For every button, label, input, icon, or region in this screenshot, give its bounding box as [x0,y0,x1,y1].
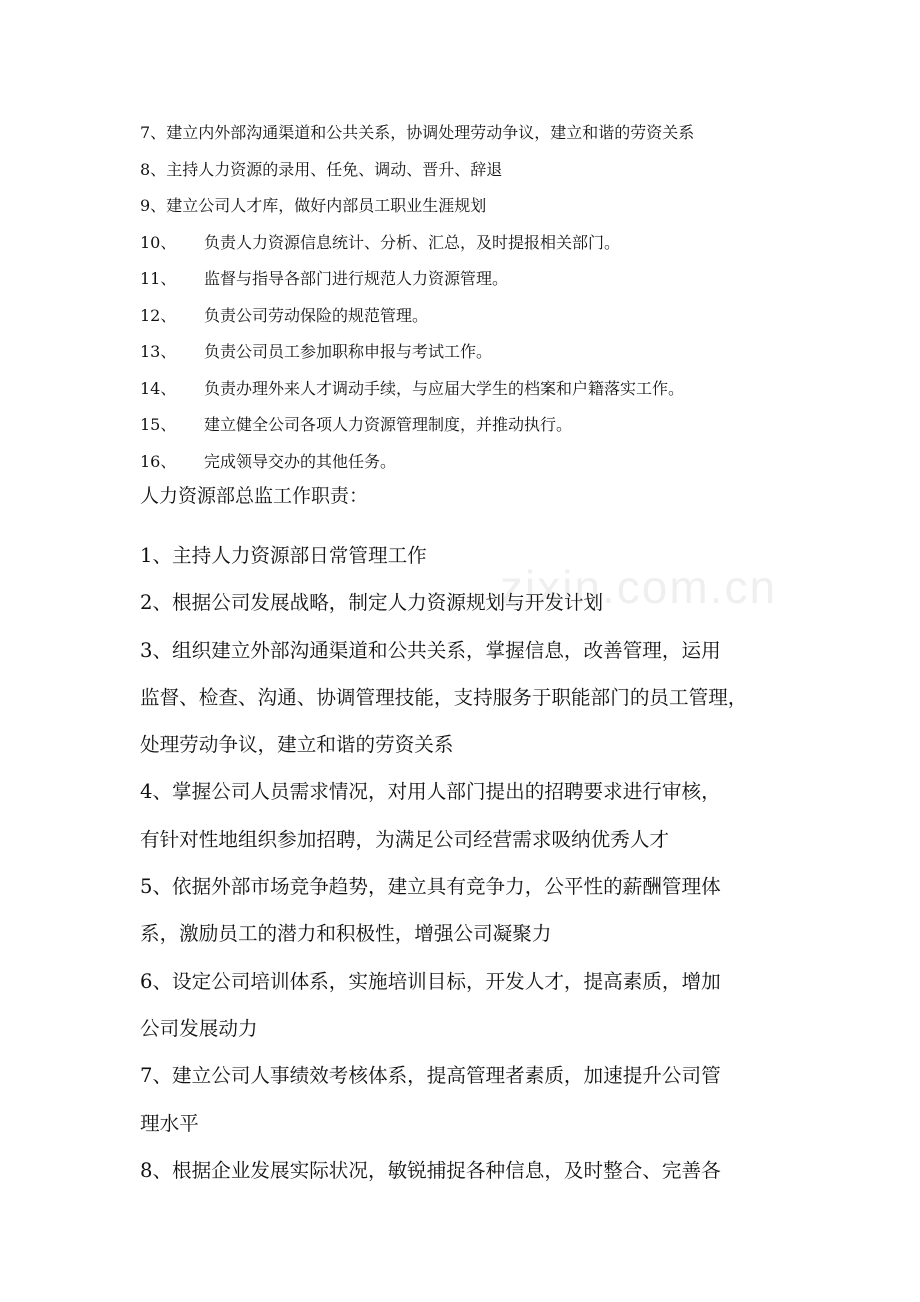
item-text: 负责办理外来人才调动手续，与应届大学生的档案和户籍落实工作。 [204,378,685,398]
paragraph-line: 理水平 [140,1111,199,1135]
item-text: 建立内外部沟通渠道和公共关系，协调处理劳动争议，建立和谐的劳资关系 [166,123,695,142]
item-text: 完成领导交办的其他任务。 [204,451,397,471]
item-number: 7、 [140,123,167,142]
item-text: 负责公司劳动保险的规范管理。 [204,305,429,325]
list-item [140,407,800,444]
paragraph-line: 6、设定公司培训体系，实施培训目标，开发人才，提高素质，增加 [140,969,721,993]
paragraph-line: 8、根据企业发展实际状况，敏锐捕捉各种信息，及时整合、完善各 [140,1158,721,1182]
list-item [140,115,800,152]
paragraph-line: 监督、检查、沟通、协调管理技能，支持服务于职能部门的员工管理， [140,685,748,709]
paragraph-line: 5、依据外部市场竞争趋势，建立具有竞争力，公平性的薪酬管理体 [140,875,721,899]
list-item [140,444,800,481]
duties-list [140,115,800,480]
list-item [140,334,800,371]
item-number: 15、 [140,415,177,434]
item-text: 负责公司员工参加职称申报与考试工作。 [204,342,493,361]
section-heading: 人力资源部总监工作职责： [140,485,369,507]
item-number: 12、 [140,305,177,325]
list-item [140,261,800,298]
item-text: 主持人力资源的录用、任免、调动、晋升、辞退 [166,159,503,179]
item-number: 16、 [140,451,177,471]
paragraph-line: 4、掌握公司人员需求情况，对用人部门提出的招聘要求进行审核， [140,780,721,804]
item-text: 建立健全公司各项人力资源管理制度，并推动执行。 [204,415,573,434]
item-number: 11、 [140,269,177,288]
list-item [140,371,800,408]
item-number: 8、 [140,159,167,179]
item-number: 13、 [140,342,177,361]
list-item [140,298,800,335]
paragraph-line: 处理劳动争议，建立和谐的劳资关系 [140,733,454,757]
paragraph-line: 公司发展动力 [140,1016,258,1040]
paragraph-line: 1、主持人力资源部日常管理工作 [140,544,427,567]
item-number: 14、 [140,378,177,398]
item-number: 9、 [140,196,167,215]
list-item [140,225,800,262]
item-text: 监督与指导各部门进行规范人力资源管理。 [204,269,509,288]
watermark: zixin.com.cn [500,561,778,613]
paragraph-line: 7、建立公司人事绩效考核体系，提高管理者素质，加速提升公司管 [140,1064,721,1088]
paragraph-line: 有针对性地组织参加招聘，为满足公司经营需求吸纳优秀人才 [140,827,670,851]
list-item [140,152,800,189]
item-text: 建立公司人才库，做好内部员工职业生涯规划 [166,196,487,215]
paragraph-line: 2、根据公司发展战略，制定人力资源规划与开发计划 [140,591,604,615]
item-text: 负责人力资源信息统计、分析、汇总，及时提报相关部门。 [204,232,621,252]
director-duties [140,532,790,1194]
list-item [140,188,800,225]
item-number: 10、 [140,232,177,252]
paragraph-line: 3、组织建立外部沟通渠道和公共关系，掌握信息，改善管理，运用 [140,638,721,662]
paragraph-line: 系，激励员工的潜力和积极性，增强公司凝聚力 [140,922,552,946]
